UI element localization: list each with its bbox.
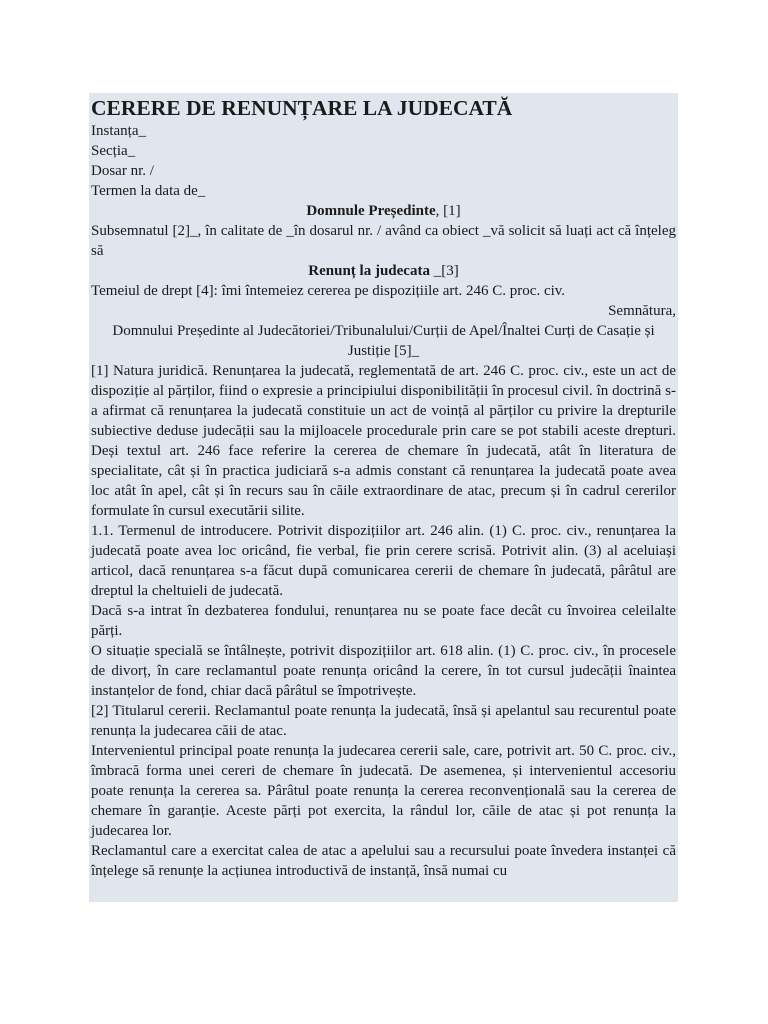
legal-basis: Temeiul de drept [4]: îmi întemeiez cererea pe dispozițiile art. 246 C. proc. civ. bbox=[91, 283, 566, 299]
salutation-rest: , [1] bbox=[435, 203, 461, 219]
note-paragraph: 1.1. Termenul de introducere. Potrivit dispozițiilor art. 246 alin. (1) C. proc. civ., renunțarea la judecată poate avea loc oricând, fie verbal, fie prin cerere scrisă. Potrivit alin. (3) al aceluiași articol, dacă renunțarea s-a făcut după comunicarea cererii de chemare în judecată, pârâtul are dreptul la cheltuieli de judecată. bbox=[91, 523, 676, 599]
signature-label: Semnătura, bbox=[608, 303, 676, 319]
note-paragraph: Intervenientul principal poate renunța la judecarea cererii sale, care, potrivit art. 50 C. proc. civ., îmbracă forma unei cereri de chemare în judecată. De asemenea, și intervenientul accesoriu poate renunța la cererea sa. Pârâtul poate renunța la cererea reconvențională sau la cererea de chemare în garanție. Aceste părți pot exercita, la rândul lor, căile de atac și pot renunța la judecarea lor. bbox=[91, 743, 676, 839]
field-dosar: Dosar nr. / bbox=[91, 163, 154, 179]
note-paragraph: O situație specială se întâlnește, potrivit dispozițiilor art. 618 alin. (1) C. proc. civ., în procesele de divorț, în care reclamantul poate renunța oricând la cerere, în tot cursul judecății înaintea instanțelor de fond, chiar dacă pârâtul se împotrivește. bbox=[91, 643, 676, 699]
note-paragraph: [2] Titularul cererii. Reclamantul poate renunța la judecată, însă și apelantul sau recurentul poate renunța la judecarea căii de atac. bbox=[91, 703, 676, 739]
note-paragraph: Dacă s-a intrat în dezbaterea fondului, renunțarea nu se poate face decât cu învoirea celeilalte părți. bbox=[91, 603, 676, 639]
note-paragraph: [1] Natura juridică. Renunțarea la judecată, reglementată de art. 246 C. proc. civ., este un act de dispoziție al părților, fiind o expresie a principiului disponibilității în procesul civil. în doctrină s-a afirmat că renunțarea la judecată constituie un act de voință al părților cu privire la drepturile subiective deduse judecății sau la mijloacele procedurale prin care se pot stabili aceste drepturi. Deși textul art. 246 face referire la cererea de chemare în judecată, atât în literatura de specialitate, cât și în practica judiciară s-a admis constant că renunțarea la judecată poate avea loc atât în apel, cât și în recurs sau în căile extraordinare de atac, precum și în cadrul cererilor formulate în cursul executării silite. bbox=[91, 363, 676, 519]
document-title: CERERE DE RENUNȚARE LA JUDECATĂ bbox=[91, 96, 513, 120]
salutation bbox=[91, 201, 676, 221]
action-line bbox=[91, 261, 676, 281]
addressee: Domnului Președinte al Judecătoriei/Tribunalului/Curții de Apel/Înaltei Curți de Casație și Justiție [5]_ bbox=[112, 323, 655, 359]
action-rest: _[3] bbox=[429, 263, 459, 279]
field-termen: Termen la data de_ bbox=[91, 183, 206, 199]
field-instanta: Instanța_ bbox=[91, 123, 146, 139]
note-paragraph: Reclamantul care a exercitat calea de atac a apelului sau a recursului poate învedera instanței că înțelege să renunțe la acțiunea introductivă de instanță, însă numai cu bbox=[91, 843, 676, 879]
intro-paragraph: Subsemnatul [2]_, în calitate de _în dosarul nr. / având ca obiect _vă solicit să luați act că înțeleg să bbox=[91, 223, 676, 259]
salutation-bold: Domnule Președinte bbox=[306, 203, 436, 219]
field-sectia: Secția_ bbox=[91, 143, 136, 159]
document-page bbox=[89, 93, 678, 902]
action-bold: Renunț la judecata bbox=[308, 263, 430, 279]
